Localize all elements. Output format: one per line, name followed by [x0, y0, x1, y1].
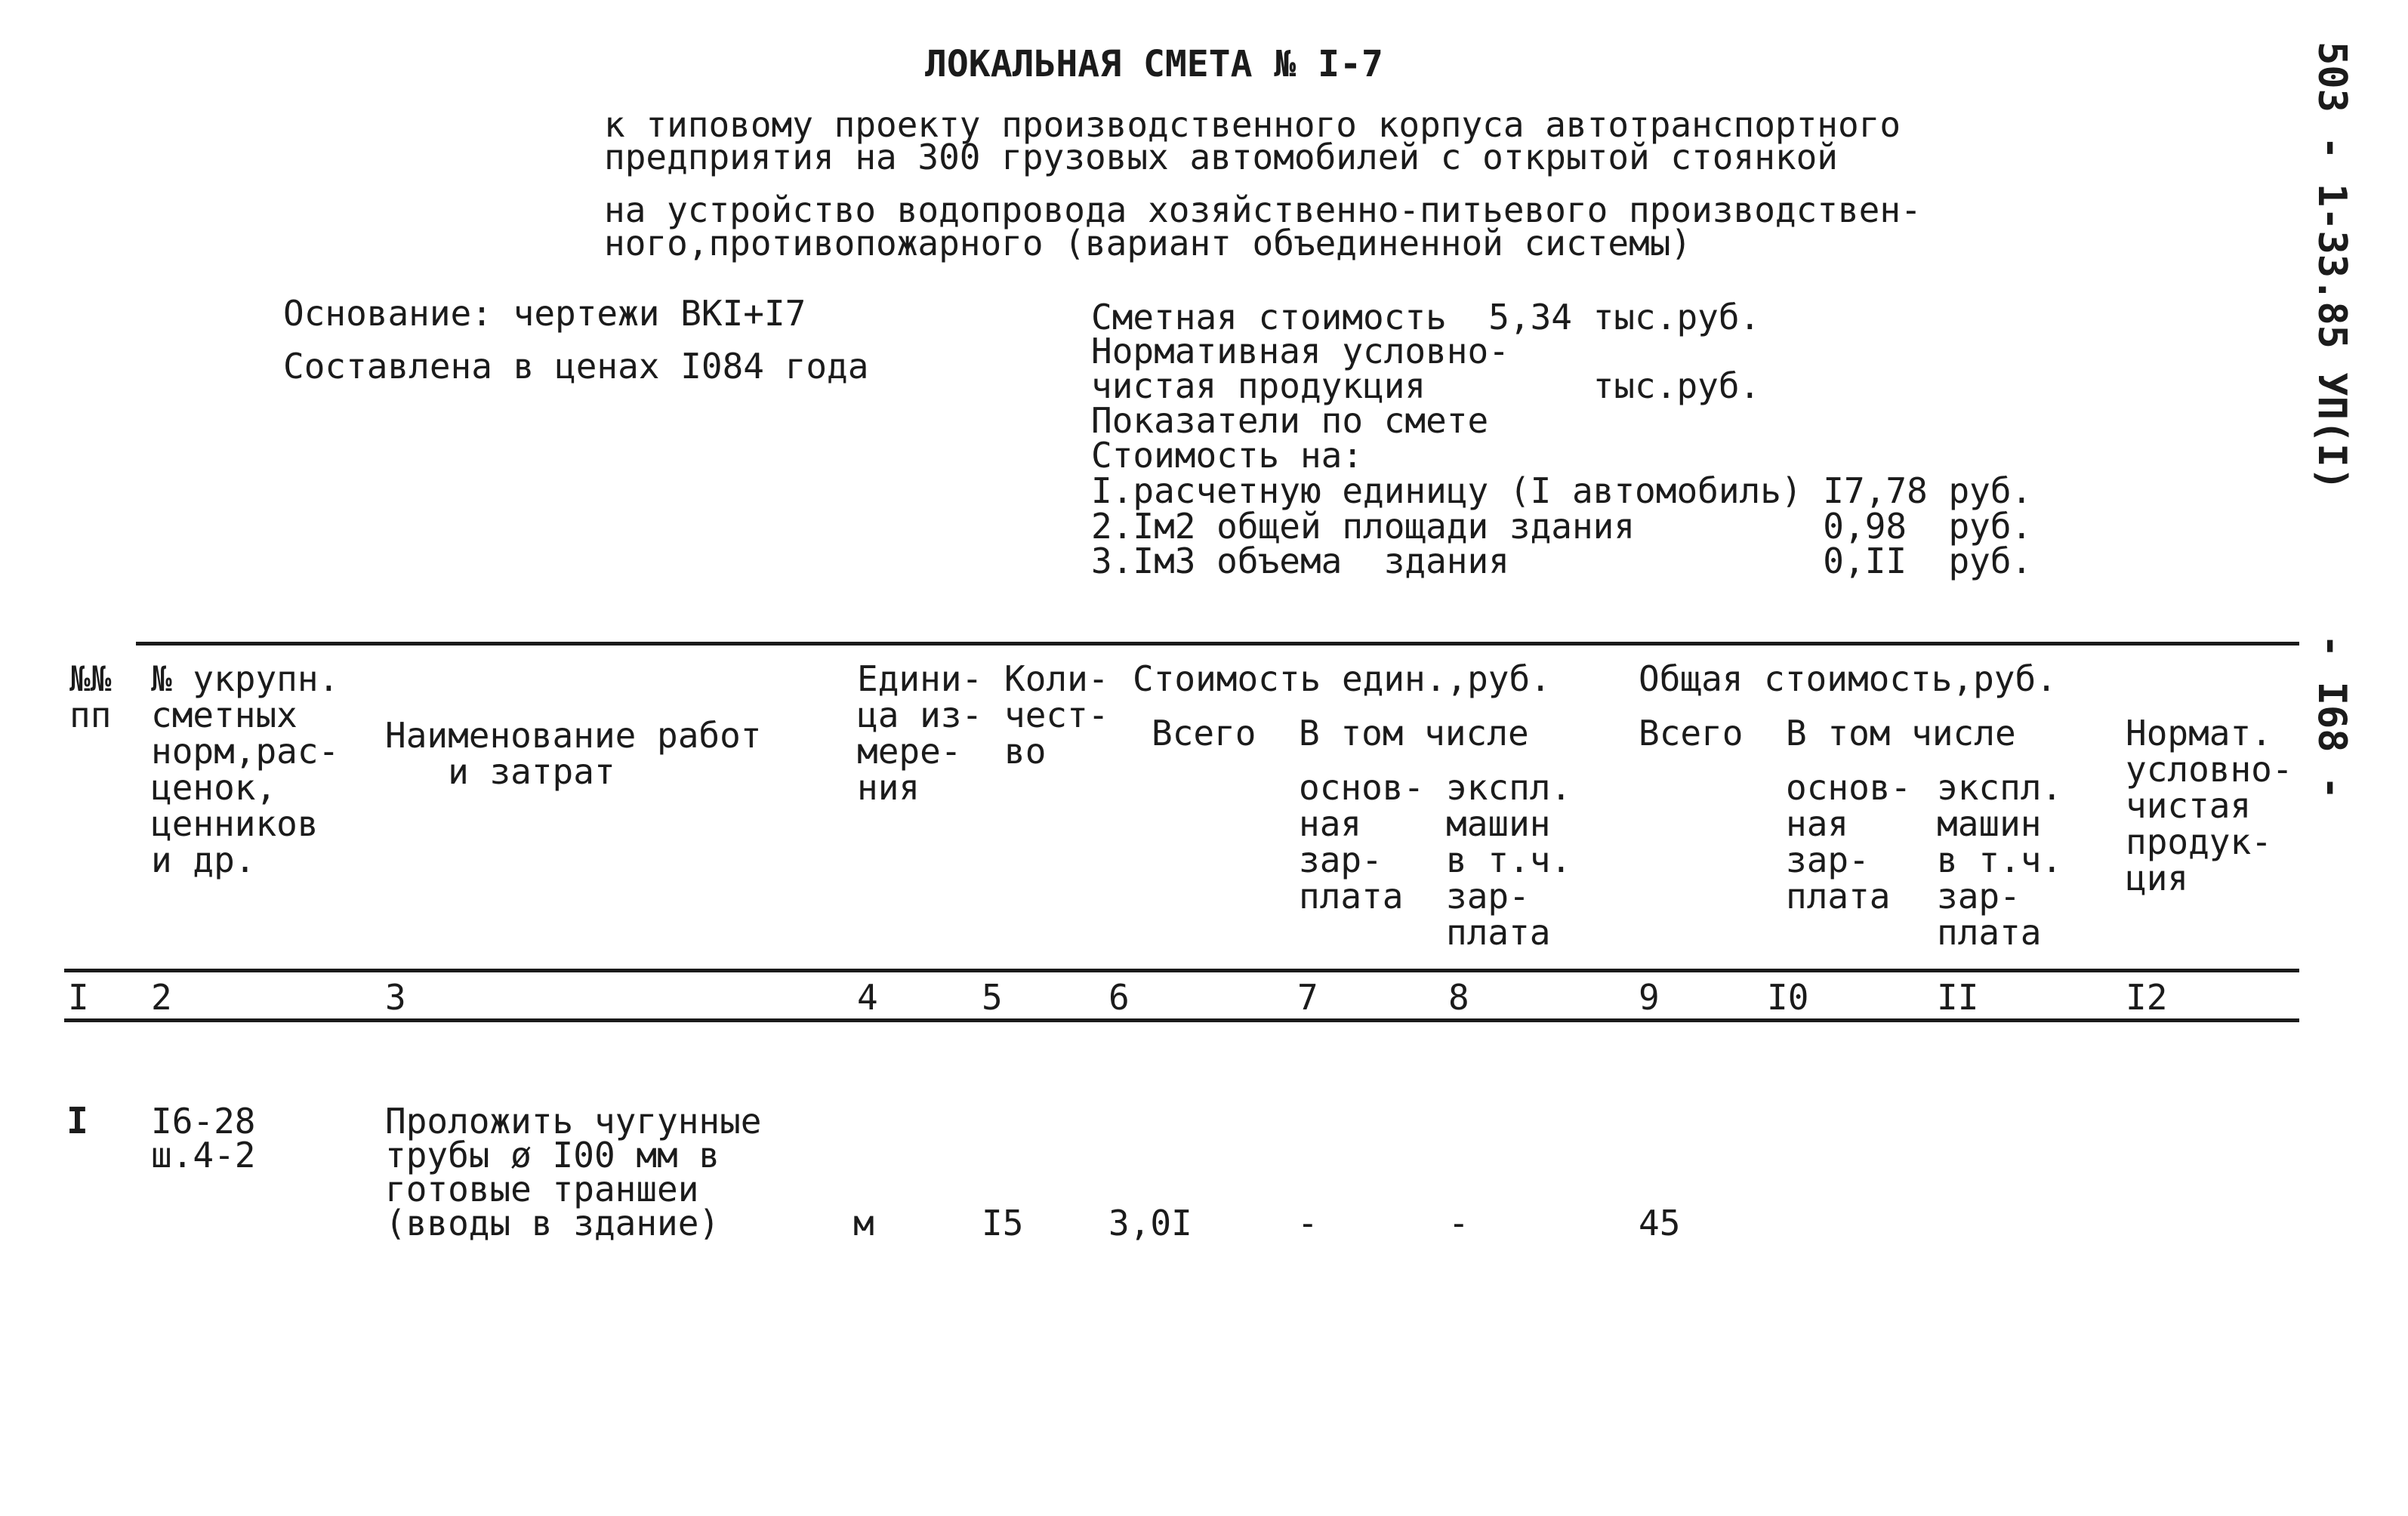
row-code-line-1: I6-28	[151, 1101, 256, 1142]
header-col5-line-3: во	[1004, 731, 1047, 772]
header-unit-cost: Стоимость един.,руб.	[1133, 658, 1551, 699]
column-number-5: 5	[982, 977, 1003, 1018]
header-col2-line-2: сметных	[151, 695, 298, 735]
column-number-2: 2	[151, 977, 172, 1018]
header-col1-line-2: пп	[69, 695, 112, 735]
header-col4-line-1: Едини-	[857, 658, 983, 699]
header-col4-line-3: мере-	[857, 731, 962, 772]
column-number-1: I	[68, 977, 89, 1018]
row-name-line-1: Проложить чугунные	[385, 1101, 762, 1142]
header-col12-line-2: условно-	[2126, 749, 2293, 790]
header-unit-mach-1: экспл.	[1446, 767, 1572, 808]
header-col2-line-1: № укрупн.	[151, 658, 340, 699]
header-col12-line-5: ция	[2126, 858, 2189, 898]
area-cost-line: 2.Iм2 общей площади здания 0,98 руб.	[1091, 506, 2033, 547]
header-total-all: Всего	[1639, 713, 1744, 753]
row-unit: м	[853, 1203, 874, 1243]
row-unit-total: 3,0I	[1108, 1203, 1192, 1243]
table-top-rule	[136, 642, 2299, 646]
header-unit-wage-3: зар-	[1299, 840, 1383, 880]
header-total-mach-3: в т.ч.	[1937, 840, 2063, 880]
volume-cost-line: 3.Iм3 объема здания 0,II руб.	[1091, 541, 2033, 581]
header-unit-wage-2: ная	[1299, 803, 1362, 844]
header-total-wage-1: основ-	[1786, 767, 1912, 808]
row-name-line-2: трубы ø I00 мм в	[385, 1135, 720, 1176]
header-unit-mach-4: зар-	[1446, 876, 1530, 917]
page-title: ЛОКАЛЬНАЯ СМЕТА № I-7	[925, 43, 1383, 85]
page-number: - I68 -	[2309, 634, 2354, 800]
column-number-7: 7	[1297, 977, 1318, 1018]
header-total-mach-1: экспл.	[1937, 767, 2063, 808]
header-col12-line-1: Нормат.	[2126, 713, 2272, 753]
header-unit-incl: В том числе	[1299, 713, 1529, 753]
header-total-mach-5: плата	[1937, 912, 2042, 953]
header-unit-wage-4: плата	[1299, 876, 1404, 917]
header-col1-line-1: №№	[69, 658, 112, 699]
header-bottom-rule	[64, 969, 2299, 972]
header-total-wage-3: зар-	[1786, 840, 1870, 880]
row-name-line-3: готовые траншеи	[385, 1169, 699, 1209]
purpose-line-2: ного,противопожарного (вариант объединенной системы)	[604, 223, 1692, 263]
column-numbers-rule	[64, 1018, 2299, 1022]
subtitle-line-1: к типовому проекту производственного корпуса автотранспортного	[604, 104, 1901, 145]
header-unit-all: Всего	[1152, 713, 1256, 753]
header-col12-line-4: продук-	[2126, 821, 2272, 862]
row-unit-mach: -	[1448, 1203, 1469, 1243]
column-number-8: 8	[1448, 977, 1469, 1018]
document-code: 503 - 1-33.85 УП(I)	[2309, 42, 2354, 491]
row-unit-wage: -	[1297, 1203, 1318, 1243]
purpose-line-1: на устройство водопровода хозяйственно-питьевого производствен-	[604, 190, 1922, 230]
header-col2-line-4: ценок,	[151, 767, 277, 808]
column-number-9: 9	[1639, 977, 1660, 1018]
column-number-10: I0	[1767, 977, 1809, 1018]
header-col5-line-2: чест-	[1004, 695, 1109, 735]
npp-line-2: чистая продукция тыс.руб.	[1091, 365, 1761, 406]
header-total-mach-4: зар-	[1937, 876, 2021, 917]
header-total-cost: Общая стоимость,руб.	[1639, 658, 2057, 699]
column-number-11: II	[1937, 977, 1979, 1018]
basis-text: Основание: чертежи ВКI+I7	[283, 293, 806, 334]
header-total-wage-2: ная	[1786, 803, 1849, 844]
row-code-line-2: ш.4-2	[151, 1135, 256, 1176]
header-unit-wage-1: основ-	[1299, 767, 1425, 808]
header-unit-mach-5: плата	[1446, 912, 1551, 953]
header-col4-line-4: ния	[857, 767, 920, 808]
header-col4-line-2: ца из-	[857, 695, 983, 735]
header-col2-line-6: и др.	[151, 840, 256, 880]
row-name-line-4: (вводы в здание)	[385, 1203, 720, 1243]
header-col3-line-2: и затрат	[385, 751, 615, 792]
header-col3-line-1: Наименование работ	[385, 715, 762, 756]
header-col12-line-3: чистая	[2126, 785, 2252, 826]
header-total-mach-2: машин	[1937, 803, 2042, 844]
header-total-incl: В том числе	[1786, 713, 2016, 753]
header-col2-line-5: ценников	[151, 803, 319, 844]
header-unit-mach-2: машин	[1446, 803, 1551, 844]
subtitle-line-2: предприятия на 300 грузовых автомобилей с открытой стоянкой	[604, 137, 1838, 177]
cost-for-label: Стоимость на:	[1091, 435, 1364, 476]
column-number-6: 6	[1108, 977, 1130, 1018]
npp-line-1: Нормативная условно-	[1091, 331, 1509, 371]
row-total: 45	[1639, 1203, 1681, 1243]
column-number-3: 3	[385, 977, 406, 1018]
row-num: I	[66, 1100, 88, 1142]
header-total-wage-4: плата	[1786, 876, 1891, 917]
header-col2-line-3: норм,рас-	[151, 731, 340, 772]
header-col5-line-1: Коли-	[1004, 658, 1109, 699]
estimate-cost: Сметная стоимость 5,34 тыс.руб.	[1091, 297, 1761, 337]
compiled-text: Составлена в ценах I084 года	[283, 346, 869, 387]
indicators-label: Показатели по смете	[1091, 400, 1489, 441]
unit-cost-line: I.расчетную единицу (I автомобиль) I7,78 руб.	[1091, 470, 2033, 511]
row-qty: I5	[982, 1203, 1024, 1243]
column-number-4: 4	[857, 977, 878, 1018]
column-number-12: I2	[2126, 977, 2168, 1018]
header-unit-mach-3: в т.ч.	[1446, 840, 1572, 880]
